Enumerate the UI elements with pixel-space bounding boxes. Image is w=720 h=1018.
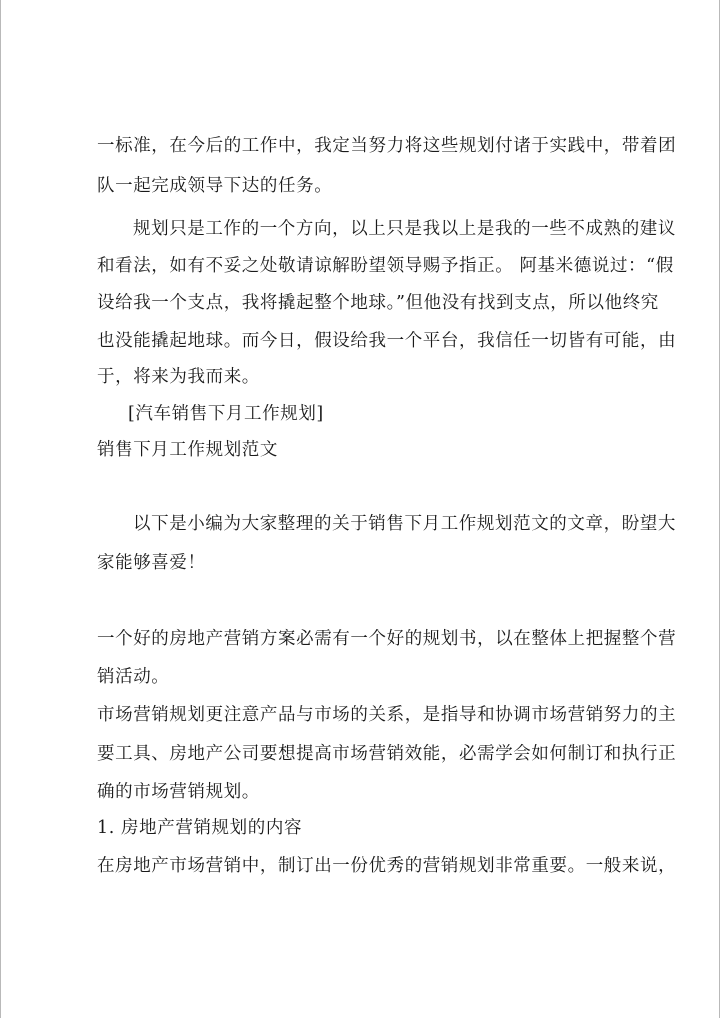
text-line: 家能够喜爱！ — [97, 553, 206, 573]
text-line: 在房地产市场营销中，制订出一份优秀的营销规划非常重要。一般来说， — [97, 856, 677, 876]
text-line: 也没能撬起地球。而今日，假设给我一个平台，我信任一切皆有可能，由 — [97, 331, 677, 351]
text-line: 销活动。 — [97, 667, 170, 687]
text-line: 设给我一个支点，我将撬起整个地球。”但他没有找到支点，所以他终究 — [97, 293, 659, 313]
text-line: 市场营销规划更注意产品与市场的关系，是指导和协调市场营销努力的主 — [97, 705, 677, 725]
text-line: 要工具、房地产公司要想提高市场营销效能，必需学会如何制订和执行正 — [97, 744, 677, 764]
text-line: 于，将来为我而来。 — [97, 367, 260, 387]
page-left-border — [0, 0, 1, 1018]
text-line: 和看法，如有不妥之处敬请谅解盼望领导赐予指正。 阿基米德说过：“假 — [97, 256, 674, 276]
text-line: 一标准，在今后的工作中，我定当努力将这些规划付诸于实践中，带着团 — [97, 136, 677, 156]
text-line: 队一起完成领导下达的任务。 — [97, 176, 333, 196]
text-line: 规划只是工作的一个方向，以上只是我以上是我的一些不成熟的建议 — [133, 219, 676, 239]
text-line: 确的市场营销规划。 — [97, 782, 260, 802]
text-line: 以下是小编为大家整理的关于销售下月工作规划范文的文章，盼望大 — [133, 514, 676, 534]
heading: 销售下月工作规划范文 — [97, 440, 278, 460]
section-heading: 1. 房地产营销规划的内容 — [97, 818, 303, 838]
section-title: [汽车销售下月工作规划] — [128, 404, 324, 424]
text-line: 一个好的房地产营销方案必需有一个好的规划书，以在整体上把握整个营 — [97, 629, 677, 649]
